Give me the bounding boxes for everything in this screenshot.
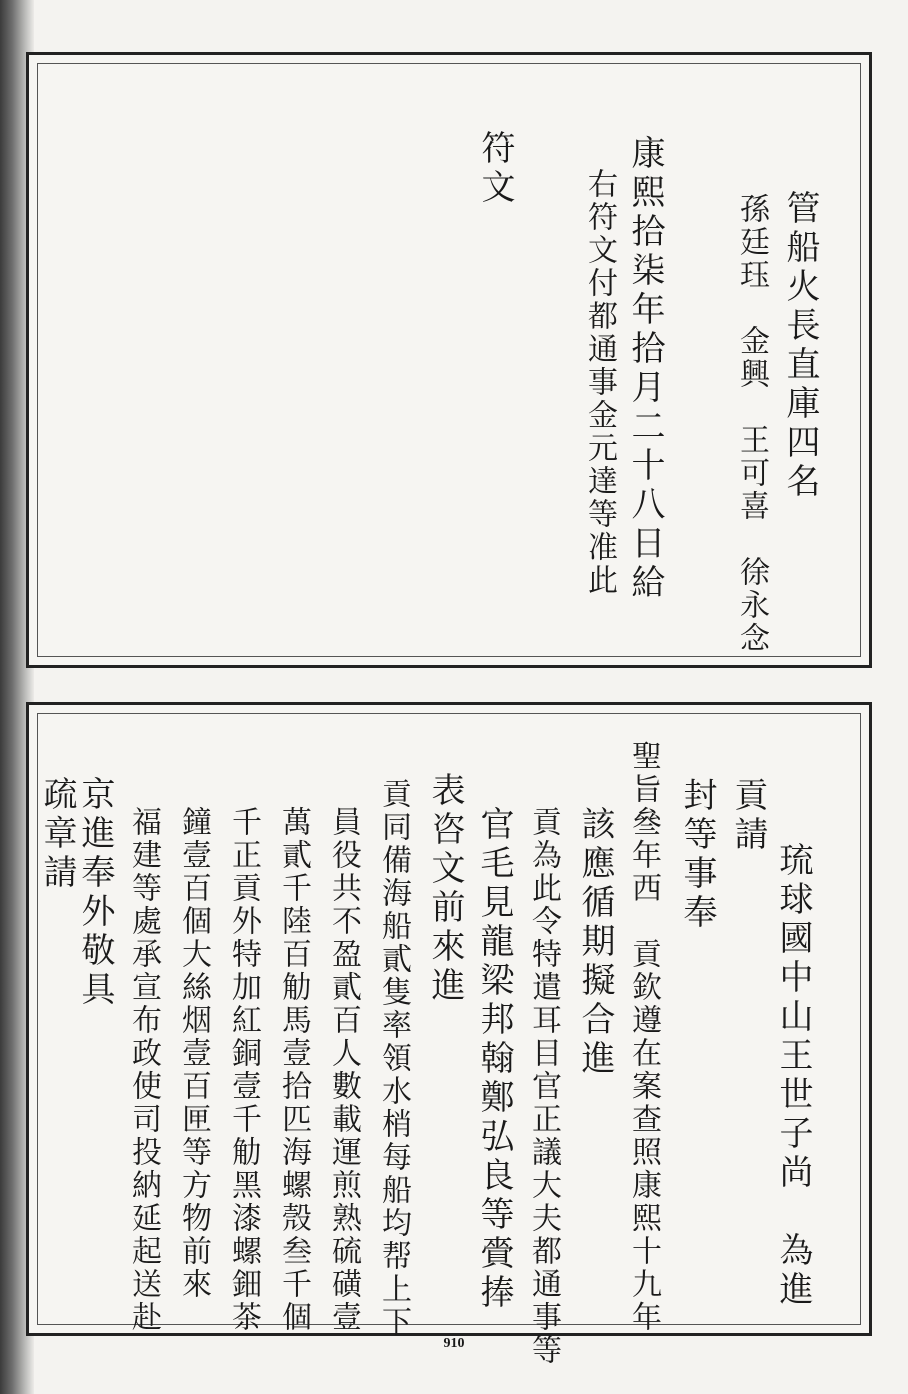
bottom-column-13: 鐘壹百個大絲烟壹百匣等方物前來 (176, 806, 211, 1301)
top-column-1: 管船火長直庫四名 (780, 190, 820, 502)
page-number: 910 (443, 1336, 465, 1351)
bottom-column-7: 官毛見龍梁邦翰鄭弘良等賫捧 (474, 806, 514, 1313)
bottom-column-3: 封等事奉 (677, 777, 717, 933)
bottom-column-1: 琉球國中山王世子尚 為進 (773, 842, 813, 1310)
bottom-column-2: 貢請 (728, 777, 768, 855)
bottom-column-10: 員役共不盈貳百人數載運煎熟硫磺壹 (326, 806, 361, 1334)
bottom-column-5: 該應循期擬合進 (575, 806, 615, 1079)
top-column-5: 符文 (475, 130, 515, 208)
bottom-column-12: 千正貢外特加紅銅壹千觔黑漆螺鈿茶 (226, 806, 261, 1334)
top-column-3: 康熙拾柒年拾月二十八日給 (625, 135, 665, 603)
top-column-2: 孫廷珏 金興 王可喜 徐永念 (734, 193, 769, 655)
bottom-column-6: 貢為此令特遣耳目官正議大夫都通事等 (526, 806, 561, 1367)
bottom-column-16: 疏章請 (37, 776, 77, 893)
bottom-column-11: 萬貳千陸百觔馬壹拾匹海螺殼叁千個 (276, 806, 311, 1334)
top-column-4: 右符文付都通事金元達等准此 (582, 168, 617, 597)
bottom-column-14: 福建等處承宣布政使司投納延起送赴 (126, 806, 161, 1334)
bottom-column-8: 表咨文前來進 (425, 772, 465, 1006)
bottom-column-4: 聖旨叄年西 貢欽遵在案查照康熙十九年 (626, 740, 661, 1334)
bottom-column-9: 貢同備海船貳隻率領水梢每船均帮上下 (376, 778, 411, 1339)
bottom-column-15: 京進奉外敬具 (75, 776, 115, 1010)
